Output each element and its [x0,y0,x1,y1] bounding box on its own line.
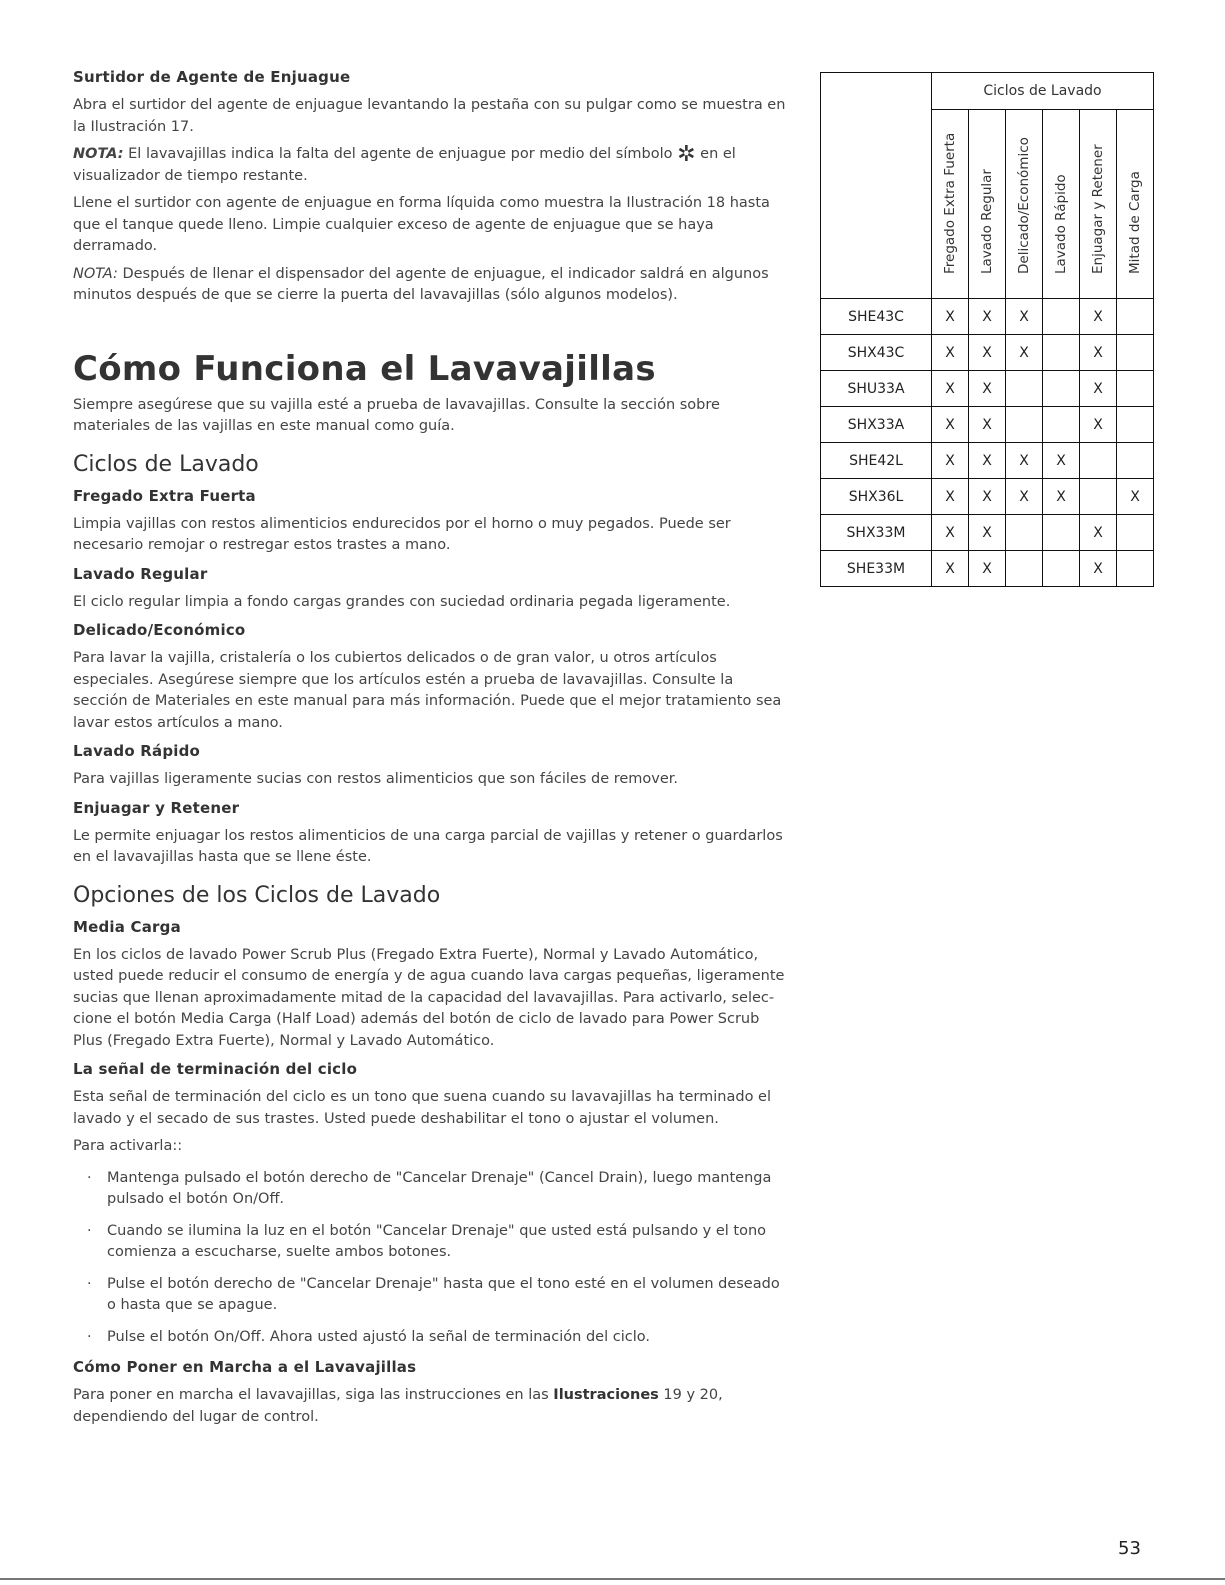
page-number: 53 [1118,1538,1141,1559]
mark-cell: X [932,407,969,443]
model-cell: SHX36L [821,479,932,515]
rinse-agent-paragraph-1: Abra el surtidor del agente de enjuague levantando la pestaña con su pulgar como se muestra en la Ilustración 17. [73,97,786,135]
cycle-title: Lavado Regular [73,564,208,583]
mark-cell [1006,407,1043,443]
list-item-text: Cuando se ilumina la luz en el botón "Cancelar Drenaje" que usted está pulsando y el tono comienza a escucharse, suelte ambos botones. [107,1222,767,1260]
list-item [73,1168,788,1211]
mark-cell: X [1080,515,1117,551]
mark-cell: X [1006,299,1043,335]
main-intro: Siempre asegúrese que su vajilla esté a prueba de lavavajillas. Consulte la sección sobre materiales de las vajillas en este manual como guía. [73,396,720,434]
model-cell: SHE33M [821,551,932,587]
mark-cell: X [932,551,969,587]
table-row [821,479,1154,515]
cycle-description: El ciclo regular limpia a fondo cargas grandes con suciedad ordinaria pegada ligeramente. [73,593,731,610]
mark-cell [1006,551,1043,587]
cycle-title: Lavado Rápido [73,742,201,760]
list-item [73,1327,788,1349]
column-header [1006,110,1043,299]
activate-label: Para activarla:: [73,1138,183,1154]
mark-cell [1117,515,1154,551]
note-text: Después de llenar el dispensador del agente de enjuague, el indicador saldrá en algunos minutos después de que se cierre la puerta del lavavajillas (sólo algunos modelos). [73,265,769,303]
half-load-title: Media Carga [73,917,181,936]
mark-cell: X [1080,371,1117,407]
mark-cell: X [969,371,1006,407]
mark-cell [1043,371,1080,407]
mark-cell [1006,371,1043,407]
mark-cell: X [932,335,969,371]
table-group-header: Ciclos de Lavado [932,73,1154,110]
mark-cell: X [1080,407,1117,443]
mark-cell [1117,299,1154,335]
cycles-list [73,487,788,869]
cycle-description: Le permite enjuagar los restos alimenticios de una carga parcial de vajillas y retener o guardarlos en el lavavajillas hasta que se llene éste. [73,827,783,865]
rinse-agent-paragraph-2: Llene el surtidor con agente de enjuague en forma líquida como muestra la Ilustración 18 hasta que el tanque quede lleno. Limpie cualquier exceso de agente de enjuague que se haya derramado. [73,195,770,254]
mark-cell: X [1006,443,1043,479]
mark-cell: X [1080,551,1117,587]
column-header-label: Delicado/Económico [1016,137,1032,274]
note-label: NOTA: [73,146,124,162]
bullet-dot-icon: · [87,1275,92,1292]
column-header-label: Lavado Regular [979,169,995,274]
mark-cell [1117,371,1154,407]
cycle-title: Delicado/Económico [73,621,246,639]
table-row [821,515,1154,551]
column-header-label: Fregado Extra Fuerta [942,132,958,274]
table-row [821,443,1154,479]
cycle-title: Fregado Extra Fuerta [73,486,256,505]
cycles-table [820,72,1154,587]
mark-cell [1080,479,1117,515]
asterisk-symbol-icon: ✲ [677,142,696,167]
mark-cell: X [1006,479,1043,515]
list-item-text: Mantenga pulsado el botón derecho de "Cancelar Drenaje" (Cancel Drain), luego mantenga pulsado el botón On/Off. [107,1169,772,1207]
model-cell: SHX33M [821,515,932,551]
mark-cell [1043,515,1080,551]
note-label: NOTA: [73,265,118,282]
mark-cell [1080,443,1117,479]
activation-steps-list [73,1168,788,1349]
mark-cell: X [969,443,1006,479]
mark-cell: X [1006,335,1043,371]
start-title: Cómo Poner en Marcha a el Lavavajillas [73,1358,417,1376]
main-column [73,68,788,1434]
bullet-dot-icon: · [87,1169,92,1186]
model-cell: SHX43C [821,335,932,371]
start-text [73,1385,788,1428]
mark-cell: X [1117,479,1154,515]
model-cell: SHU33A [821,371,932,407]
mark-cell [1043,335,1080,371]
column-header-label: Mitad de Carga [1127,171,1143,274]
rinse-agent-heading: Surtidor de Agente de Enjuague [73,68,351,86]
column-header [1080,110,1117,299]
note-text-a: El lavavajillas indica la falta del agente de enjuague por medio del símbolo [123,146,678,162]
start-text-a: Para poner en marcha el lavavajillas, siga las instrucciones en las [73,1387,554,1403]
mark-cell: X [969,551,1006,587]
table-corner-cell [821,73,932,299]
mark-cell: X [1043,479,1080,515]
mark-cell [1043,407,1080,443]
cycle-description: Limpia vajillas con restos alimenticios endurecidos por el horno o muy pegados. Puede ser necesario remojar o restregar estos trastes a mano. [73,515,731,553]
model-cell: SHE42L [821,443,932,479]
mark-cell: X [932,479,969,515]
mark-cell: X [932,371,969,407]
mark-cell: X [969,299,1006,335]
mark-cell [1043,551,1080,587]
column-header-label: Enjuagar y Retener [1090,144,1106,274]
table-row [821,335,1154,371]
signal-title: La señal de terminación del ciclo [73,1060,358,1078]
rinse-agent-note-2 [73,264,788,307]
cycles-heading: Ciclos de Lavado [73,451,259,477]
mark-cell: X [1043,443,1080,479]
bullet-dot-icon: · [87,1328,92,1345]
options-heading: Opciones de los Ciclos de Lavado [73,882,441,908]
bullet-dot-icon: · [87,1222,92,1239]
mark-cell: X [969,407,1006,443]
bottom-rule [0,1578,1225,1580]
mark-cell [1117,443,1154,479]
mark-cell: X [969,479,1006,515]
column-header [1117,110,1154,299]
mark-cell: X [1080,299,1117,335]
note-text-b: en el visualizador de tiempo restante. [73,146,736,184]
table-row [821,551,1154,587]
table-body [821,299,1154,587]
start-text-bold: Ilustraciones [553,1387,659,1403]
list-item [73,1274,788,1317]
list-item-text: Pulse el botón On/Off. Ahora usted ajustó la señal de terminación del ciclo. [107,1328,650,1345]
table-row [821,299,1154,335]
mark-cell [1117,407,1154,443]
cycle-description: Para vajillas ligeramente sucias con restos alimenticios que son fáciles de remover. [73,771,679,787]
column-header [932,110,969,299]
model-cell: SHE43C [821,299,932,335]
column-header [1043,110,1080,299]
half-load-text: En los ciclos de lavado Power Scrub Plus (Fregado Extra Fuerte), Normal y Lavado Automático, usted puede reducir el consumo de energía y de agua cuando lava cargas pequeñas, ligeramente sucias que llenan aproximadamente mitad de la capacidad del lavavajillas. Para activarlo, selec-cione el botón Media Carga (Half Load) además del botón de ciclo de lavado para Power Scrub Plus (Fregado Extra Fuerte), Normal y Lavado Automático. [73,946,785,1049]
mark-cell: X [969,515,1006,551]
mark-cell [1117,551,1154,587]
table-row [821,371,1154,407]
model-cell: SHX33A [821,407,932,443]
mark-cell: X [1080,335,1117,371]
cycle-description: Para lavar la vajilla, cristalería o los cubiertos delicados o de gran valor, u otros artículos especiales. Asegúrese siempre que los artículos estén a prueba de lavavajillas. Consulte la sección de Materiales en este manual para más información. Puede que el mejor tratamiento sea lavar estos artículos a mano. [73,650,782,731]
column-header-label: Lavado Rápido [1053,174,1069,274]
mark-cell [1117,335,1154,371]
list-item-text: Pulse el botón derecho de "Cancelar Drenaje" hasta que el tono esté en el volumen deseado o hasta que se apague. [107,1275,780,1313]
list-item [73,1221,788,1264]
page-title: Cómo Funciona el Lavavajillas [73,348,656,389]
mark-cell: X [932,515,969,551]
mark-cell [1006,515,1043,551]
mark-cell [1043,299,1080,335]
cycle-title: Enjuagar y Retener [73,798,240,817]
mark-cell: X [969,335,1006,371]
table-row [821,407,1154,443]
signal-text: Esta señal de terminación del ciclo es un tono que suena cuando su lavavajillas ha terminado el lavado y el secado de sus trastes. Usted puede deshabilitar el tono o ajustar el volumen. [73,1089,771,1127]
mark-cell: X [932,443,969,479]
rinse-agent-note-1 [73,144,788,187]
start-text-b: 19 y 20, dependiendo del lugar de control. [73,1387,723,1425]
column-header [969,110,1006,299]
mark-cell: X [932,299,969,335]
